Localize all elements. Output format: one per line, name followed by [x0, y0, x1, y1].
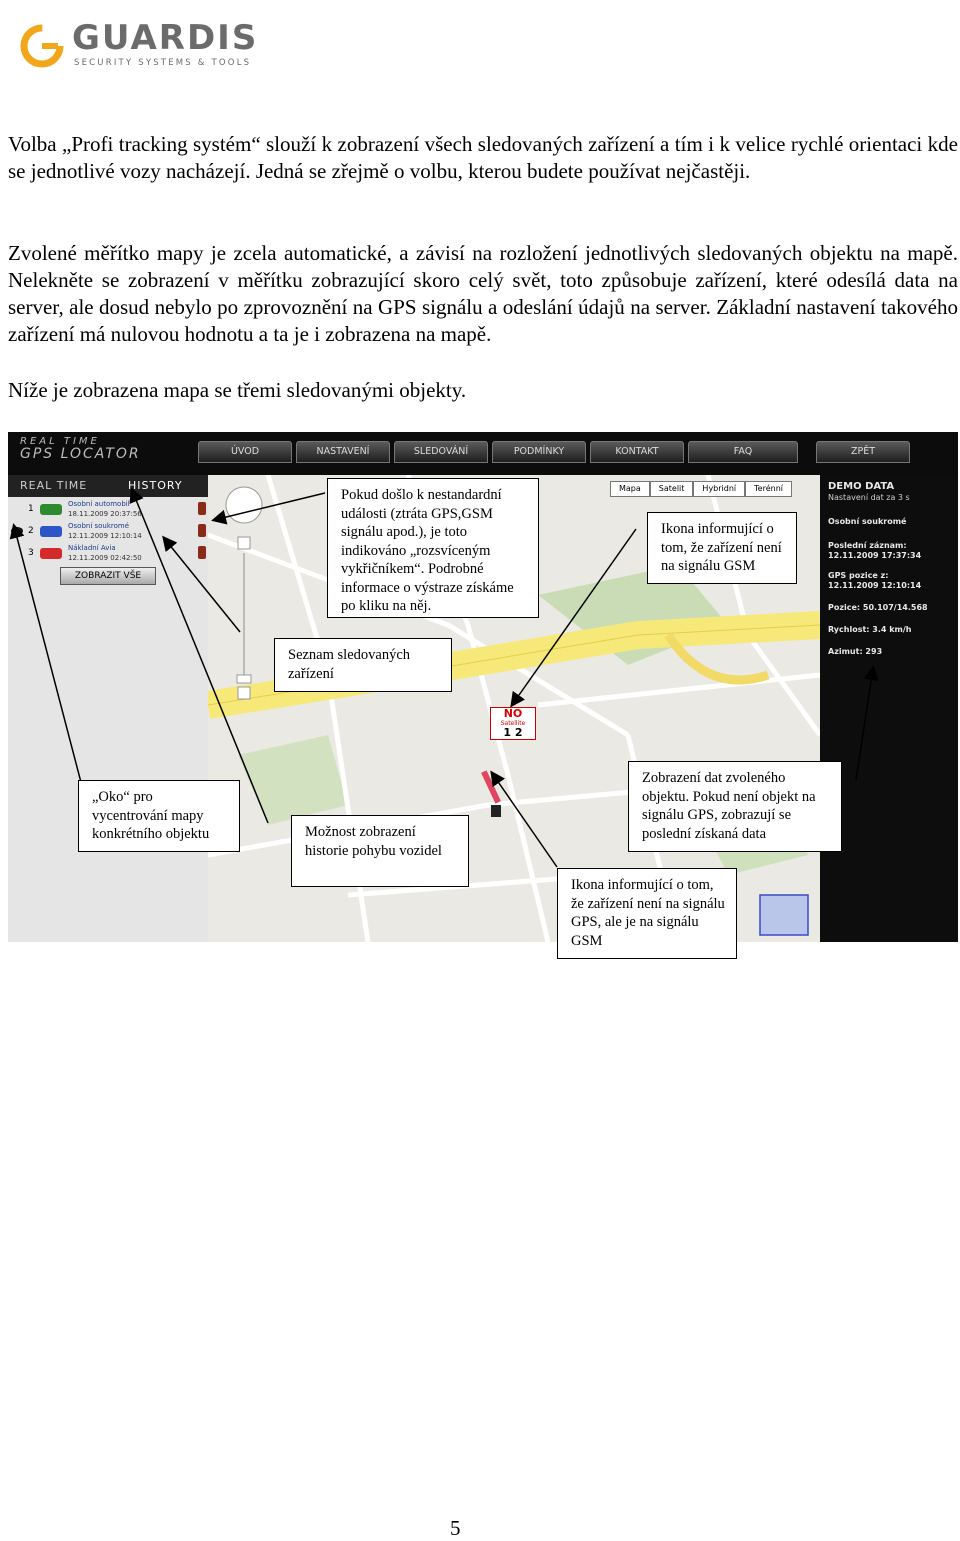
no-signal-badge[interactable] — [490, 707, 536, 740]
map-tab-terenni[interactable]: Terénní — [745, 481, 792, 497]
device-row[interactable] — [8, 543, 208, 565]
blue-car-icon — [40, 526, 62, 537]
paragraph-intro: Volba „Profi tracking systém“ slouží k zobrazení všech sledovaných zařízení a tím i k velice rychlé orientaci kde se jednotlivé vozy nacházejí. Jedná se zřejmě o volbu, kterou budete používat nejčastěji. — [8, 132, 958, 183]
info-last-record-label: Poslední záznam: — [828, 541, 907, 550]
warning-icon[interactable] — [198, 524, 206, 537]
callout-history: Možnost zobrazení historie pohybu vozidel — [291, 815, 469, 887]
info-azimuth: Azimut: 293 — [828, 647, 883, 656]
info-speed: Rychlost: 3.4 km/h — [828, 625, 912, 634]
no-signal-sub: Satellite — [500, 720, 526, 727]
device-time: 12.11.2009 02:42:50 — [68, 554, 142, 562]
map-tab-hybridni[interactable]: Hybridní — [693, 481, 745, 497]
top-navigation-bar — [8, 432, 958, 475]
device-number: 3 — [28, 548, 34, 558]
nav-tab-podminky[interactable]: PODMÍNKY — [492, 441, 586, 463]
device-row[interactable] — [8, 521, 208, 543]
guardis-logo — [20, 18, 280, 70]
info-subtitle: Nastavení dat za 3 s — [828, 493, 910, 502]
red-truck-icon — [40, 548, 62, 559]
tab-real-time[interactable]: REAL TIME — [20, 479, 88, 492]
device-time: 12.11.2009 12:10:14 — [68, 532, 142, 540]
device-time: 18.11.2009 20:37:56 — [68, 510, 142, 518]
mode-tab-bar — [8, 475, 208, 497]
device-number: 2 — [28, 526, 34, 536]
guardis-logo-icon — [20, 24, 64, 68]
paragraph-map-intro: Níže je zobrazena mapa se třemi sledovanými objekty. — [8, 378, 467, 402]
page-number: 5 — [450, 1516, 461, 1540]
device-number: 1 — [28, 504, 34, 514]
marker-numbers: 1 2 — [503, 726, 523, 739]
nav-tab-sledovani[interactable]: SLEDOVÁNÍ — [394, 441, 488, 463]
map-tab-satelit[interactable]: Satelit — [650, 481, 694, 497]
eye-icon[interactable] — [11, 527, 23, 535]
logo-brand: GUARDIS — [72, 18, 259, 58]
nav-tab-nastaveni[interactable]: NASTAVENÍ — [296, 441, 390, 463]
warning-icon[interactable] — [198, 546, 206, 559]
device-row[interactable] — [8, 499, 208, 521]
no-signal-text: NO — [503, 707, 523, 720]
nav-tab-uvod[interactable]: ÚVOD — [198, 441, 292, 463]
info-position: Pozice: 50.107/14.568 — [828, 603, 928, 612]
show-all-button[interactable]: ZOBRAZIT VŠE — [60, 567, 156, 585]
info-last-record: 12.11.2009 17:37:34 — [828, 551, 922, 560]
callout-device-list: Seznam sledovaných zařízení — [274, 638, 452, 692]
info-gps-time: 12.11.2009 12:10:14 — [828, 581, 922, 590]
info-gps-label: GPS pozice z: — [828, 571, 889, 580]
device-name: Osobní automobil — [68, 500, 130, 508]
device-name: Nákladní Avia — [68, 544, 116, 552]
map-type-tabs — [610, 481, 792, 497]
callout-gps-icon: Ikona informující o tom, že zařízení není na signálu GPS, ale je na signálu GSM — [557, 868, 737, 959]
warning-icon[interactable] — [198, 502, 206, 515]
device-name: Osobní soukromé — [68, 522, 130, 530]
gps-locator-brand — [20, 436, 180, 460]
callout-event-warning: Pokud došlo k nestandardní události (ztráta GPS,GSM signálu apod.), je toto indikováno „rozsvíceným vykřičníkem“. Podrobné informace o výstraze získáme po kliku na něj. — [327, 478, 539, 618]
callout-gsm-icon: Ikona informující o tom, že zařízení není na signálu GSM — [647, 512, 797, 584]
green-car-icon — [40, 504, 62, 515]
brand-line-1: REAL TIME — [20, 436, 100, 447]
info-device: Osobní soukromé — [828, 517, 907, 526]
tab-history[interactable]: HISTORY — [128, 479, 183, 492]
nav-tab-faq[interactable]: FAQ — [688, 441, 798, 463]
info-title: DEMO DATA — [828, 481, 895, 492]
nav-tab-kontakt[interactable]: KONTAKT — [590, 441, 684, 463]
nav-tab-zpet[interactable]: ZPĚT — [816, 441, 910, 463]
map-tab-mapa[interactable]: Mapa — [610, 481, 650, 497]
paragraph-scale: Zvolené měřítko mapy je zcela automatické, a závisí na rozložení jednotlivých sledovaných objektu na mapě. Nelekněte se zobrazení v měřítku zobrazující skoro celý svět, toto způsobuje zařízení, které odesílá data na server, ale dosud nebylo po zprovoznění na GPS signálu a odeslání údajů na server. Základní nastavení takového zařízení má nulovou hodnotu a ta je i zobrazena na mapě. — [8, 241, 958, 346]
device-list-panel — [8, 497, 208, 942]
info-panel — [820, 475, 958, 942]
callout-object-data: Zobrazení dat zvoleného objektu. Pokud není objekt na signálu GPS, zobrazují se poslední získaná data — [628, 761, 842, 852]
logo-tagline: SECURITY SYSTEMS & TOOLS — [74, 58, 252, 68]
nav-tabs — [198, 441, 910, 463]
brand-line-2: GPS LOCATOR — [20, 446, 141, 462]
callout-eye: „Oko“ pro vycentrování mapy konkrétního objektu — [78, 780, 240, 852]
